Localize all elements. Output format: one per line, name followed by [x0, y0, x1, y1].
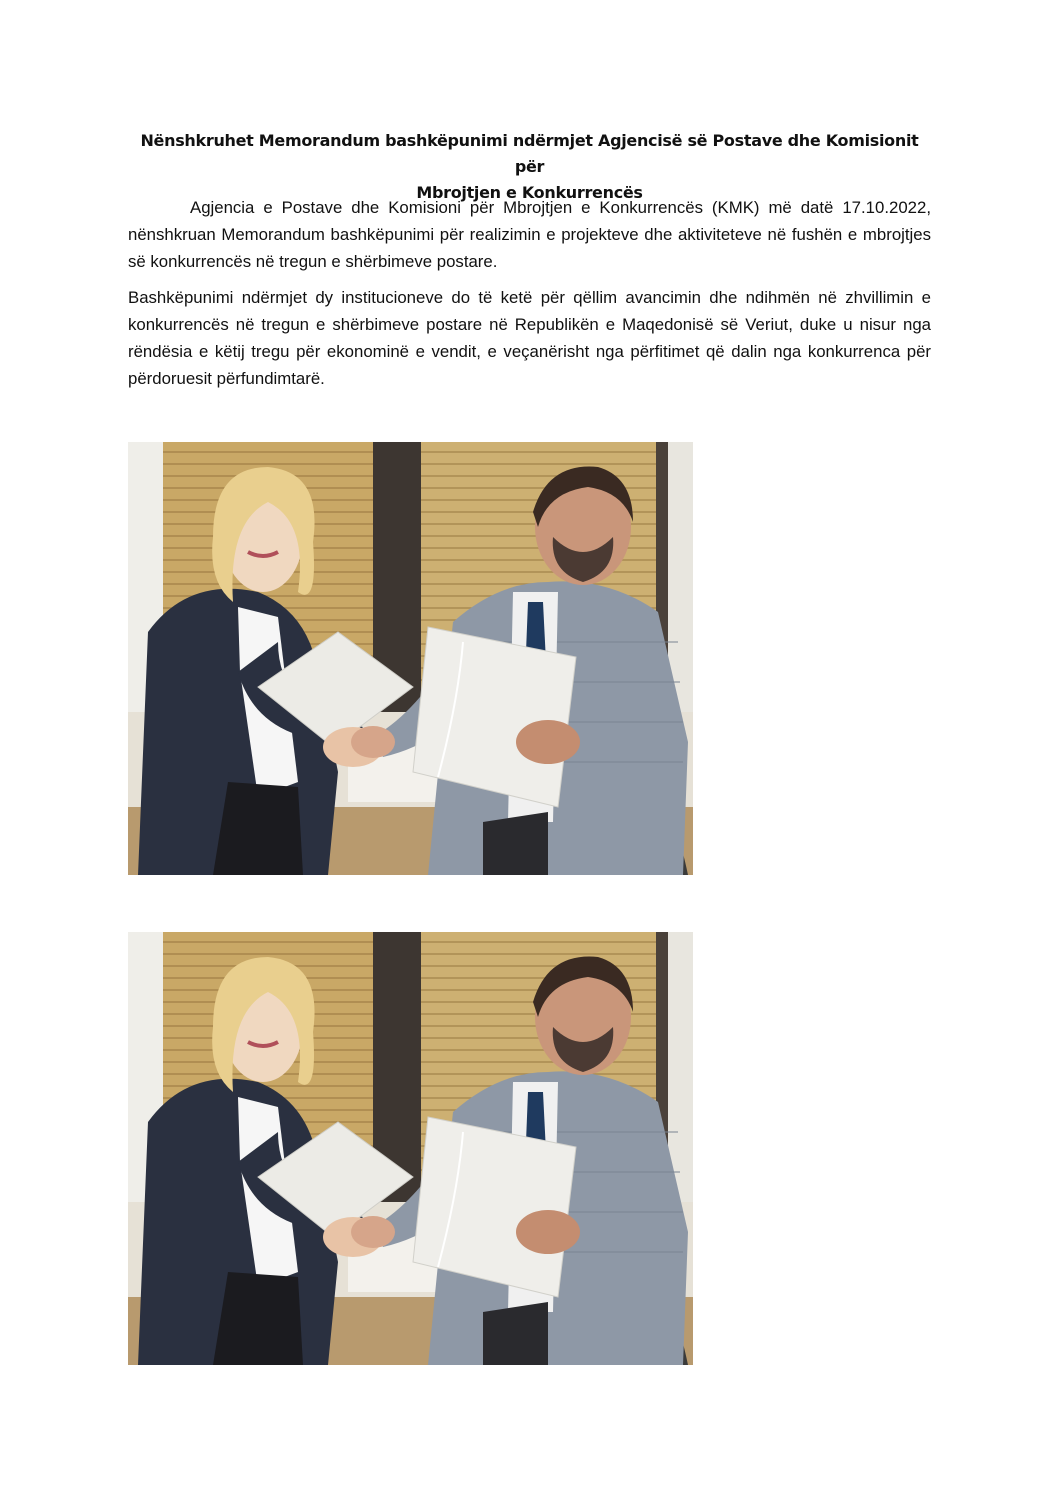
handshake-photo-image	[128, 932, 693, 1365]
signing-photo-1	[128, 442, 693, 875]
paragraph-2: Bashkëpunimi ndërmjet dy institucioneve do të ketë për qëllim avancimin dhe ndihmën në zhvillimin e konkurrencës në tregun e shërbimeve postare në Republikën e Maqedonisë së Veriut, duke u nisur nga rëndësia e këtij tregu për ekonominë e vendit, e veçanërisht nga përfitimet që dalin nga konkurrenca për përdoruesit përfundimtarë.	[128, 288, 931, 388]
handshake-photo-image	[128, 442, 693, 875]
title-line-1: Nënshkruhet Memorandum bashkëpunimi ndërmjet Agjencisë së Postave dhe Komisionit për	[140, 131, 919, 176]
paragraph-1: Agjencia e Postave dhe Komisioni për Mbrojtjen e Konkurrencës (KMK) më datë 17.10.2022, nënshkruan Memorandum bashkëpunimi për realizimin e projekteve dhe aktiviteteve në fushën e mbrojtjes së konkurrencës në tregun e shërbimeve postare.	[128, 198, 931, 271]
title-line-2: Mbrojtjen e Konkurrencës	[416, 183, 643, 202]
signing-photo-2	[128, 932, 693, 1365]
